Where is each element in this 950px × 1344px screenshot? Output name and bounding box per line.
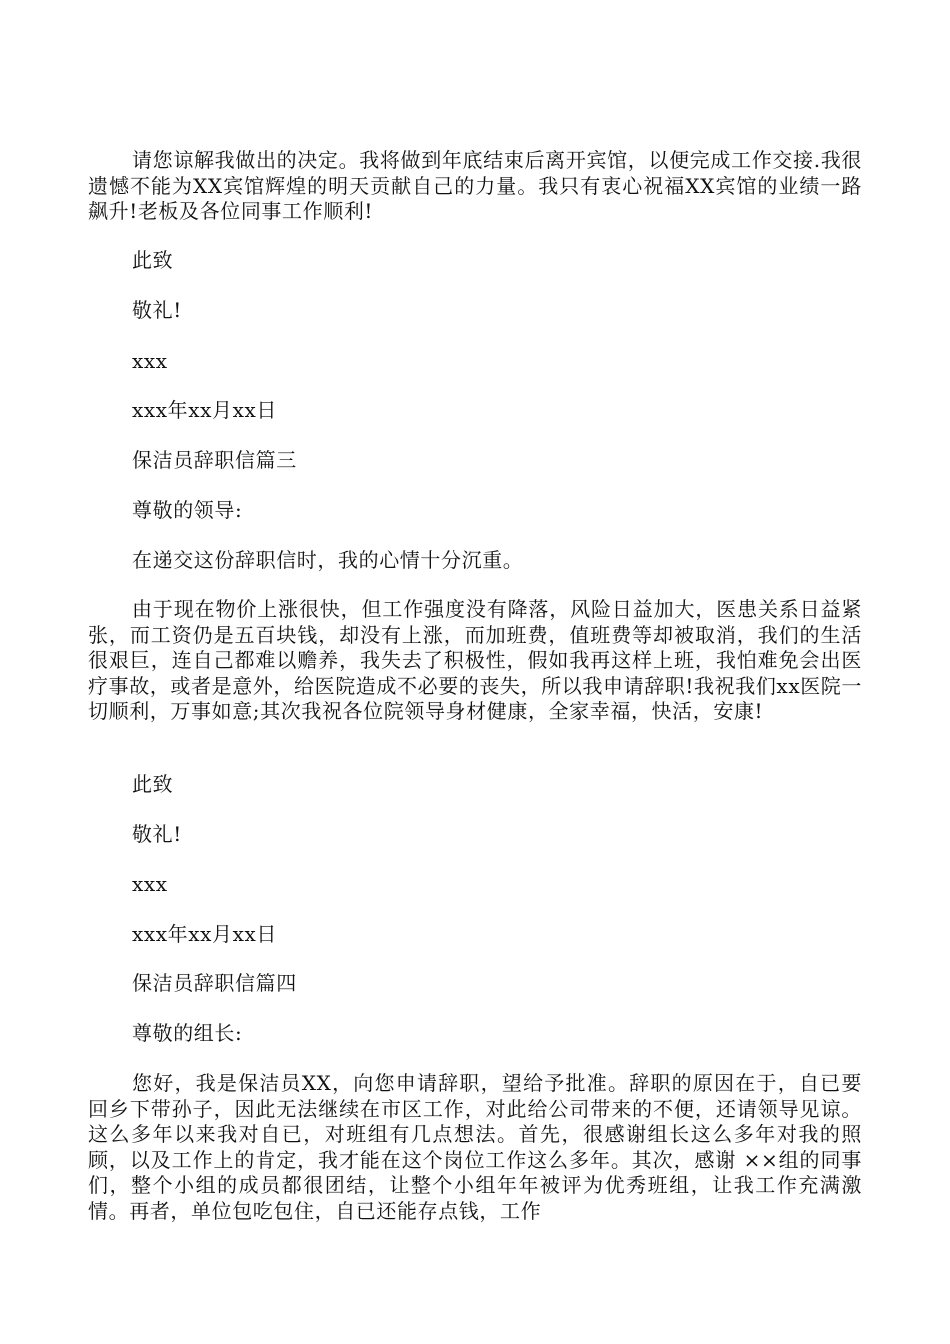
section-title-four: 保洁员辞职信篇四 bbox=[132, 971, 297, 995]
paragraph-resignation-reason: 由于现在物价上涨很快，但工作强度没有降落，风险日益加大，医患关系日益紧张，而工资仍是五百块钱，却没有上涨，而加班费，值班费等却被取消，我们的生活很艰巨，连自己都难以赡养，我失去了积极性，假如我再这样上班，我怕难免会出医疗事故，或者是意外，给医院造成不必要的丧失，所以我申请辞职!我祝我们xx医院一切顺利，万事如意;其次我祝各位院领导身材健康，全家幸福，快活，安康! bbox=[88, 597, 862, 723]
paragraph-opening: 在递交这份辞职信时，我的心情十分沉重。 bbox=[132, 548, 524, 572]
signature-name: xxx bbox=[132, 349, 168, 373]
signature-name: xxx bbox=[132, 872, 168, 896]
signature-date: xxx年xx月xx日 bbox=[132, 922, 277, 946]
closing-salutation: 此致 bbox=[132, 772, 174, 796]
closing-salutation: 此致 bbox=[132, 248, 174, 272]
closing-regards: 敬礼! bbox=[132, 822, 182, 846]
greeting-team-leader: 尊敬的组长: bbox=[132, 1021, 243, 1045]
signature-date: xxx年xx月xx日 bbox=[132, 398, 277, 422]
closing-regards: 敬礼! bbox=[132, 298, 182, 322]
section-title-three: 保洁员辞职信篇三 bbox=[132, 448, 297, 472]
greeting-leader: 尊敬的领导: bbox=[132, 498, 243, 522]
paragraph-cleaner-resignation: 您好，我是保洁员XX，向您申请辞职，望给予批准。辞职的原因在于，自已要回乡下带孙子，因此无法继续在市区工作，对此给公司带来的不便，还请领导见谅。这么多年以来我对自已，对班组有几点想法。首先，很感谢组长这么多年对我的照顾，以及工作上的肯定，我才能在这个岗位工作这么多年。其次，感谢 ××组的同事们，整个小组的成员都很团结，让整个小组年年被评为优秀班组，让我工作充满激情。再者，单位包吃包住，自已还能存点钱，工作 bbox=[88, 1071, 862, 1223]
paragraph-hotel-closing: 请您谅解我做出的决定。我将做到年底结束后离开宾馆，以便完成工作交接.我很遗憾不能为XX宾馆辉煌的明天贡献自己的力量。我只有衷心祝福XX宾馆的业绩一路飙升!老板及各位同事工作顺利! bbox=[88, 148, 862, 223]
